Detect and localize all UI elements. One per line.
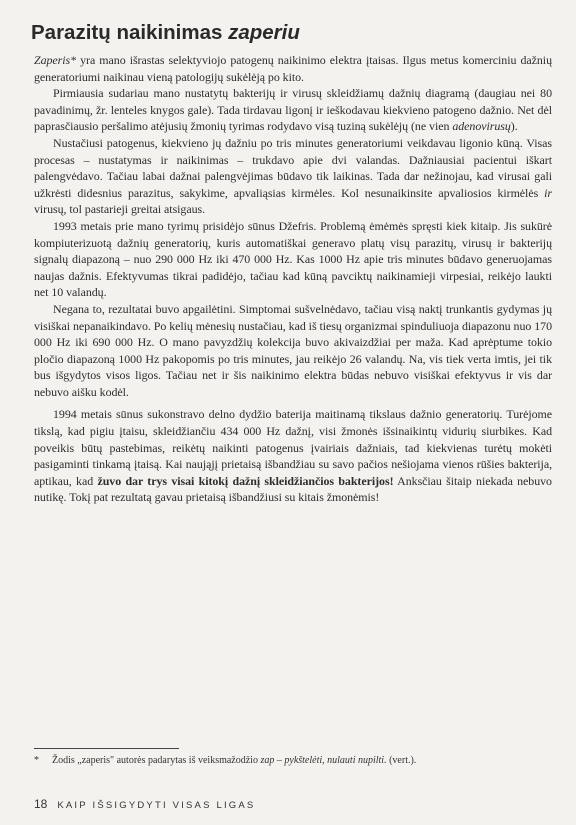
paragraph-4 [34, 218, 552, 301]
title-plain: Parazitų naikinimas [31, 21, 229, 44]
page-content [31, 20, 552, 506]
text-run: Nustačiusi patogenus, kiekvieno jų dažniu po tris minutes generatoriumi veikdavau ligonio kūną. Visas procesas – nustatymas ir naikinimas – trukdavo apie dvi valandas. Dažniausiai pacientui iškart palengvėdavo. Tačiau labai dažnai palengvėjimas būdavo tik laikinas. Tada dar nežinojau, kad virusai gali užkrėsti didesnius parazitus, sakykime, apvaliąsias kirmėles. Kol nesunaikinsite apvaliosios kirmėlės [34, 135, 552, 200]
title-emphasis: zaperiu [228, 21, 300, 44]
footnote-text-after: (vert.). [386, 755, 417, 766]
footnote-marker: * [34, 755, 39, 766]
text-run: žuvo dar trys visai kitokį dažnį skleidžiančios bakterijos! [97, 473, 394, 488]
text-run: 1994 metais sūnus sukonstravo delno dydžio baterija maitinamą tikslaus dažnio generatorių. Turėjome tikslą, kad pigiu įtaisu, skleidžiančiu 434 000 Hz dažnį, visi žmonės išsinaikintų vidurių siurbikes. Kad poveikis būtų pastebimas, reikėtų naikinti patogenus įvairiais dažniais, tad kiekvienas turėtų mokėti pasigaminti tinkamą įtaisą. Kai naująjį prietaisą išbandžiau su savo pačios nešiojama vienos rūšies bakterija, aptikau, kad [34, 407, 552, 488]
page-title [31, 20, 552, 46]
paragraph-3 [34, 135, 552, 218]
footnote-word: zap [260, 755, 275, 766]
text-run: virusų, tol pastarieji greitai atsigaus. [34, 202, 206, 217]
text-run: Anksčiau šitaip niekada nebuvo nutikę. Tokį pat rezultatą gavau prietaisą išbandžiusi su kitais žmonėmis! [34, 473, 552, 505]
text-run: yra mano išrastas selektyviojo patogenų naikinimo elektra įtaisas. Ilgus metus komerciniu dažnių generatoriumi naikinau vieną patologijų sukėlėją po kito. [34, 53, 552, 84]
footnote-divider [34, 748, 179, 749]
text-run: ir [544, 185, 552, 200]
text-run: ). [510, 119, 518, 134]
text-run: 1993 metais prie mano tyrimų prisidėjo sūnus Džefris. Problemą ėmėmės spręsti kiek kitaip. Jis sukūrė kompiuterizuotą dažnių generatorių, kuris automatiškai generavo platų visų parazitų, virusų ir bakterijų signalų diapazoną – nuo 290 000 Hz iki 470 000 Hz. Kas 1000 Hz apie tris minutes būdavo generuojamas naujas dažnis. Efektyvumas tikrai padidėjo, tačiau kad kūną pavciktų naikinamieji virpesiai, reikėjo laukti net 10 valandų. [34, 218, 552, 300]
running-footer [34, 797, 255, 811]
footnote-gloss: pykštelėti, nulauti nupilti. [284, 755, 387, 766]
paragraph-2 [34, 85, 552, 135]
footnote-text-mid: – [274, 755, 285, 766]
text-run: Negana to, rezultatai buvo apgailėtini. Simptomai sušvelnėdavo, tačiau visą naktį trunkantis gydymas jų visiškai nepanaikindavo. Po kelių mėnesių nustačiau, kad iš tiesų organizmai spinduliuoja diapazonu nuo 170 000 Hz iki 690 000 Hz. O mano pavyzdžių kolekcija buvo akivaizdžiai per maža. Kad aprėptume tokio pločio diapazoną 1000 Hz pakopomis po tris minutes, jau reikėjo 26 valandų. Na, vis tiek verta imtis, jei tik bus išgydytos visos ligos. Tačiau net ir šis naikinimo elektra būdas nebuvo visiškai efektyvus ir vis dar nebuvo aišku kodėl. [34, 301, 552, 399]
footnote-text-before: Žodis „zaperis" autorės padarytas iš veiksmažodžio [52, 755, 261, 766]
page-number: 18 [34, 797, 48, 811]
book-title: KAIP IŠSIGYDYTI VISAS LIGAS [57, 800, 256, 811]
text-run: Pirmiausia sudariau mano nustatytų bakterijų ir virusų skleidžiamų dažnių diagramą (daugiau nei 80 pavadinimų, žr. lenteles knygos gale). Tada tirdavau ligonį ir ieškodavau kiekvieno patogeno dažnio. Net dėl paprasčiausio peršalimo atėjusių žmonių tyrimas rodydavo visą tuziną sukėlėjų (ne vien [34, 86, 552, 134]
text-run: adenovirusų [452, 119, 511, 134]
body-text [34, 52, 552, 506]
paragraph-5 [34, 301, 552, 401]
paragraph-6 [34, 406, 552, 506]
text-run: Zaperis* [34, 53, 77, 67]
footnote [34, 754, 552, 768]
paragraph-1 [34, 52, 552, 85]
